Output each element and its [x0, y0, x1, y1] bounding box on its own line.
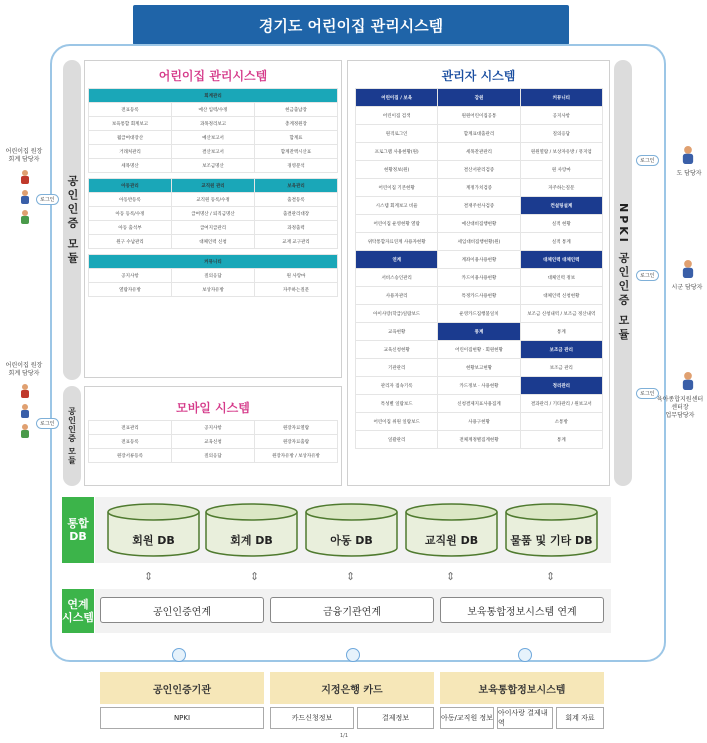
- menu-item[interactable]: 어린이집 검색: [356, 107, 438, 125]
- daycare-system-title: 어린이집 관리시스템: [158, 69, 268, 83]
- menu-item[interactable]: 시스템 회계보고 비율: [356, 197, 438, 215]
- menu-item[interactable]: 결산보고서: [172, 145, 255, 159]
- external-card-info: 카드신청정보: [270, 707, 354, 729]
- menu-item[interactable]: 원구 수납관리: [89, 235, 172, 249]
- menu-item[interactable]: 관리자 접속기록: [356, 377, 438, 395]
- menu-item[interactable]: 자주하는질문: [255, 283, 338, 297]
- menu-item[interactable]: 운영카드집행불일치: [438, 305, 520, 323]
- menu-item[interactable]: 합계잔액시산표: [255, 145, 338, 159]
- menu-row: [356, 431, 603, 449]
- menu-row: [356, 323, 603, 341]
- menu-item[interactable]: 아동 등록/수정: [89, 207, 172, 221]
- menu-item[interactable]: 원원열람 / 보상자유방 / 뮤지엄: [520, 143, 602, 161]
- login-button-2[interactable]: 로그인: [36, 418, 59, 429]
- menu-item[interactable]: 열람자유방: [89, 283, 172, 297]
- menu-row: [89, 235, 338, 249]
- link-cert: 공인인증연계: [100, 597, 264, 623]
- database-cylinder: [204, 502, 299, 558]
- section-header: 보조금 관리: [520, 341, 602, 359]
- person-icon: [20, 190, 30, 204]
- menu-item[interactable]: 월급여대장산: [89, 131, 172, 145]
- menu-item[interactable]: 출결등록: [255, 193, 338, 207]
- menu-item[interactable]: 공지사항: [520, 107, 602, 125]
- menu-item[interactable]: 과정출력: [255, 221, 338, 235]
- menu-row: [89, 449, 338, 463]
- menu-item[interactable]: 카드이용사용현황: [438, 269, 520, 287]
- menu-row: [356, 305, 603, 323]
- external-payment-info: 결제정보: [357, 707, 434, 729]
- person-icon: [20, 384, 30, 398]
- database-cylinder: [304, 502, 399, 558]
- menu-row: [89, 117, 338, 131]
- menu-item[interactable]: 결과관리 / 기타관리 / 원보고서: [520, 395, 602, 413]
- menu-item[interactable]: 대체인력 정보: [520, 269, 602, 287]
- menu-item[interactable]: 세입대비집행현황(원): [438, 233, 520, 251]
- admin-system-title: 관리자 시스템: [441, 69, 516, 83]
- link-system-label: 연계 시스템: [62, 589, 94, 633]
- menu-item[interactable]: 어린이집 기본현황: [356, 179, 438, 197]
- menu-row: [356, 377, 603, 395]
- menu-item[interactable]: 원원어린이집공통: [438, 107, 520, 125]
- menu-item[interactable]: 어린이집 위원 일람보드: [356, 413, 438, 431]
- menu-item[interactable]: 결재주천사검증: [438, 197, 520, 215]
- double-arrow-icon: ⇕: [250, 570, 260, 583]
- menu-row: [89, 103, 338, 117]
- menu-row: [356, 161, 603, 179]
- menu-item[interactable]: 예산 입력/수정: [172, 103, 255, 117]
- menu-item[interactable]: 특성별 일람보드: [356, 395, 438, 413]
- menu-row: [356, 287, 603, 305]
- cert-module-left: [63, 60, 81, 380]
- menu-row: [356, 269, 603, 287]
- menu-item[interactable]: 아이사랑(학급)일람보드: [356, 305, 438, 323]
- menu-item[interactable]: 원격로그인: [356, 125, 438, 143]
- person-icon: [681, 146, 695, 164]
- menu-item[interactable]: 어린이집 운영현황 열람: [356, 215, 438, 233]
- person-icon: [20, 404, 30, 418]
- menu-item[interactable]: 세목잔관관리: [438, 143, 520, 161]
- database-cylinder: [404, 502, 499, 558]
- cert-module-left-label: 공인인증 모듈: [66, 174, 79, 266]
- menu-row: [356, 125, 603, 143]
- menu-item[interactable]: 전표등록: [89, 435, 172, 449]
- external-child-staff-info: 아동/교직원 정보: [440, 707, 494, 729]
- menu-row: [89, 221, 338, 235]
- menu-item[interactable]: 급여지급관리: [172, 221, 255, 235]
- menu-row: [89, 283, 338, 297]
- menu-item[interactable]: 현황정보(원): [356, 161, 438, 179]
- menu-item[interactable]: 실적 현황: [520, 215, 602, 233]
- menu-item[interactable]: 결산서관리검증: [438, 161, 520, 179]
- external-accounting-data: 회계 자료: [556, 707, 604, 729]
- menu-row: [89, 131, 338, 145]
- user-label-director-2: 어린이집 원장 회계 담당자: [5, 362, 43, 377]
- section-header: 커뮤니티: [89, 255, 338, 269]
- menu-item[interactable]: 전표관리: [89, 421, 172, 435]
- section-header: 어린이집 / 보육: [356, 89, 438, 107]
- menu-item[interactable]: 예산보고서: [172, 131, 255, 145]
- menu-row: [356, 359, 603, 377]
- person-icon: [20, 424, 30, 438]
- menu-item[interactable]: 세목명산: [89, 159, 172, 173]
- menu-row: [356, 179, 603, 197]
- menu-row: [356, 107, 603, 125]
- person-icon: [20, 170, 30, 184]
- menu-item[interactable]: 출결관리대장: [255, 207, 338, 221]
- double-arrow-icon: ⇕: [546, 570, 556, 583]
- person-icon: [20, 210, 30, 224]
- menu-row: [89, 193, 338, 207]
- section-header: 감원: [438, 89, 520, 107]
- menu-item[interactable]: 교육현황: [356, 323, 438, 341]
- menu-item[interactable]: 어린이집현황 · 회원현황: [438, 341, 520, 359]
- globe-icon: [346, 648, 360, 662]
- menu-item[interactable]: 원 사랑마: [255, 269, 338, 283]
- login-button-1[interactable]: 로그인: [36, 194, 59, 205]
- menu-item[interactable]: 원장자유방 / 보상자유방: [255, 449, 338, 463]
- double-arrow-icon: ⇕: [144, 570, 154, 583]
- external-cert-authority: 공인인증기관: [100, 672, 264, 704]
- section-header: 회계관리: [89, 89, 338, 103]
- menu-row: [89, 207, 338, 221]
- section-header-row: [89, 89, 338, 103]
- menu-item[interactable]: 대체인력 신청현황: [520, 287, 602, 305]
- menu-row: [356, 89, 603, 107]
- menu-item[interactable]: 사용구현황: [438, 413, 520, 431]
- menu-item[interactable]: 프로그램 사용현황(원): [356, 143, 438, 161]
- menu-item[interactable]: 계정가치검증: [438, 179, 520, 197]
- menu-item[interactable]: 위탁통합자료연계 사용자현황: [356, 233, 438, 251]
- menu-item[interactable]: 공지사항: [89, 269, 172, 283]
- person-icon: [681, 260, 695, 278]
- user-label-province: 도 담당자: [676, 170, 702, 177]
- menu-row: [89, 435, 338, 449]
- person-icon: [681, 372, 695, 390]
- menu-item[interactable]: 보조금명산: [172, 159, 255, 173]
- database-label: 교직원 DB: [424, 534, 479, 547]
- user-label-director-1: 어린이집 원장 회계 담당자: [5, 148, 43, 163]
- admin-system-table: [355, 88, 603, 449]
- page-number: 1/1: [340, 733, 349, 739]
- link-finance: 금융기관연계: [270, 597, 434, 623]
- mobile-system-table: [88, 420, 338, 463]
- menu-item[interactable]: 서비스승인관리: [356, 269, 438, 287]
- menu-row: [89, 269, 338, 283]
- menu-item[interactable]: 예산대비집행현황: [438, 215, 520, 233]
- menu-item[interactable]: 과목정리보고: [172, 117, 255, 131]
- login-button-city[interactable]: 로그인: [636, 270, 659, 281]
- external-payment-history: 아이사랑 결제내역: [497, 707, 553, 729]
- user-label-center: 육아종합지원센터 센터장 업무담당자: [656, 396, 704, 419]
- menu-item[interactable]: 보상자유방: [172, 283, 255, 297]
- menu-item[interactable]: 보조금 신청내역 / 보조금 정산내역: [520, 305, 602, 323]
- menu-item[interactable]: 합계표: [255, 131, 338, 145]
- external-bank-card: 지정은행 카드: [270, 672, 434, 704]
- menu-row: [356, 215, 603, 233]
- menu-row: [356, 233, 603, 251]
- menu-item[interactable]: 기관관리: [356, 359, 438, 377]
- menu-item[interactable]: 일괄관리: [356, 431, 438, 449]
- menu-item[interactable]: 원장서류등록: [89, 449, 172, 463]
- menu-item[interactable]: 질의응답: [172, 269, 255, 283]
- login-button-center[interactable]: 로그인: [636, 388, 659, 399]
- menu-item[interactable]: 신청결제지표사용집계: [438, 395, 520, 413]
- menu-item[interactable]: 실적 통계: [520, 233, 602, 251]
- double-arrow-icon: ⇕: [446, 570, 456, 583]
- user-label-city: 시군 담당자: [671, 284, 703, 291]
- menu-item[interactable]: 경영분석: [255, 159, 338, 173]
- section-header: 연계: [356, 251, 438, 269]
- menu-item[interactable]: 공지사항: [172, 421, 255, 435]
- menu-item[interactable]: 원장자료열람: [255, 421, 338, 435]
- globe-icon: [172, 648, 186, 662]
- daycare-system-table: [88, 88, 338, 297]
- menu-item[interactable]: 보육통합 회계보고: [89, 117, 172, 131]
- menu-item[interactable]: 카드정보 · 사용현황: [438, 377, 520, 395]
- section-header-row: [89, 255, 338, 269]
- external-childcare-system: 보육통합정보시스템: [440, 672, 604, 704]
- menu-item[interactable]: 급여명산 / 퇴직금명산: [172, 207, 255, 221]
- menu-item[interactable]: 전체계정별집계현황: [438, 431, 520, 449]
- menu-item[interactable]: 총계정원장: [255, 117, 338, 131]
- mobile-system-title: 모바일 시스템: [176, 401, 250, 415]
- menu-item[interactable]: 특정카드사용현황: [438, 287, 520, 305]
- npki-module-right-label: NPKI 공인인증 모듈: [617, 203, 630, 343]
- menu-row: [356, 395, 603, 413]
- menu-item[interactable]: 거래처관리: [89, 145, 172, 159]
- section-header-row: [89, 179, 338, 193]
- menu-item[interactable]: 현금출납장: [255, 103, 338, 117]
- menu-item[interactable]: 아동 출석부: [89, 221, 172, 235]
- database-label: 아동 DB: [330, 534, 373, 547]
- section-header: 아동관리: [89, 179, 172, 193]
- menu-item[interactable]: 교육신청현황: [356, 341, 438, 359]
- npki-module-right: [614, 60, 632, 486]
- database-cylinder: [504, 502, 599, 558]
- external-npki: NPKI: [100, 707, 264, 729]
- section-header: 교직원 관리: [172, 179, 255, 193]
- double-arrow-icon: ⇕: [346, 570, 356, 583]
- menu-item[interactable]: 아동반등록: [89, 193, 172, 207]
- menu-item[interactable]: 통계: [520, 431, 602, 449]
- section-header: 통계: [438, 323, 520, 341]
- section-header: 대체인력 대체인력: [520, 251, 602, 269]
- menu-item[interactable]: 계좌이용사용현황: [438, 251, 520, 269]
- menu-item[interactable]: 사용자관리: [356, 287, 438, 305]
- menu-item[interactable]: 합계표대출관리: [438, 125, 520, 143]
- menu-item[interactable]: 대체인력 신청: [172, 235, 255, 249]
- menu-row: [356, 413, 603, 431]
- section-header: 보육관리: [255, 179, 338, 193]
- link-childcare: 보육통합정보시스템 연계: [440, 597, 604, 623]
- integrated-db-label: 통합 DB: [62, 497, 94, 563]
- menu-row: [89, 159, 338, 173]
- menu-row: [356, 341, 603, 359]
- section-header: 정리관리: [520, 377, 602, 395]
- cert-module-mobile-label: 공인인증 모듈: [67, 407, 77, 465]
- menu-row: [356, 251, 603, 269]
- menu-item[interactable]: 소통방: [520, 413, 602, 431]
- section-header: 컨설팅설계: [520, 197, 602, 215]
- menu-item[interactable]: 질의응답: [520, 125, 602, 143]
- section-header: 커뮤니티: [520, 89, 602, 107]
- database-cylinder: [106, 502, 201, 558]
- menu-row: [89, 421, 338, 435]
- menu-item[interactable]: 질의응답: [172, 449, 255, 463]
- menu-item[interactable]: 원장자료출람: [255, 435, 338, 449]
- database-label: 물품 및 기타 DB: [510, 534, 593, 547]
- menu-item[interactable]: 보조금 관리: [520, 359, 602, 377]
- menu-item[interactable]: 교육신청: [172, 435, 255, 449]
- menu-item[interactable]: 전표등록: [89, 103, 172, 117]
- menu-row: [89, 145, 338, 159]
- login-button-province[interactable]: 로그인: [636, 155, 659, 166]
- menu-item[interactable]: 자주하는질문: [520, 179, 602, 197]
- page-title: 경기도 어린이집 관리시스템: [133, 5, 569, 45]
- menu-item[interactable]: 현황보고현황: [438, 359, 520, 377]
- menu-item[interactable]: 교직원 등록/수정: [172, 193, 255, 207]
- menu-item[interactable]: 통계: [520, 323, 602, 341]
- cert-module-mobile: [63, 386, 81, 486]
- menu-item[interactable]: 원 사랑마: [520, 161, 602, 179]
- database-label: 회원 DB: [132, 534, 175, 547]
- menu-item[interactable]: 교재 교구관리: [255, 235, 338, 249]
- menu-row: [356, 197, 603, 215]
- database-label: 회계 DB: [230, 534, 273, 547]
- globe-icon: [518, 648, 532, 662]
- menu-row: [356, 143, 603, 161]
